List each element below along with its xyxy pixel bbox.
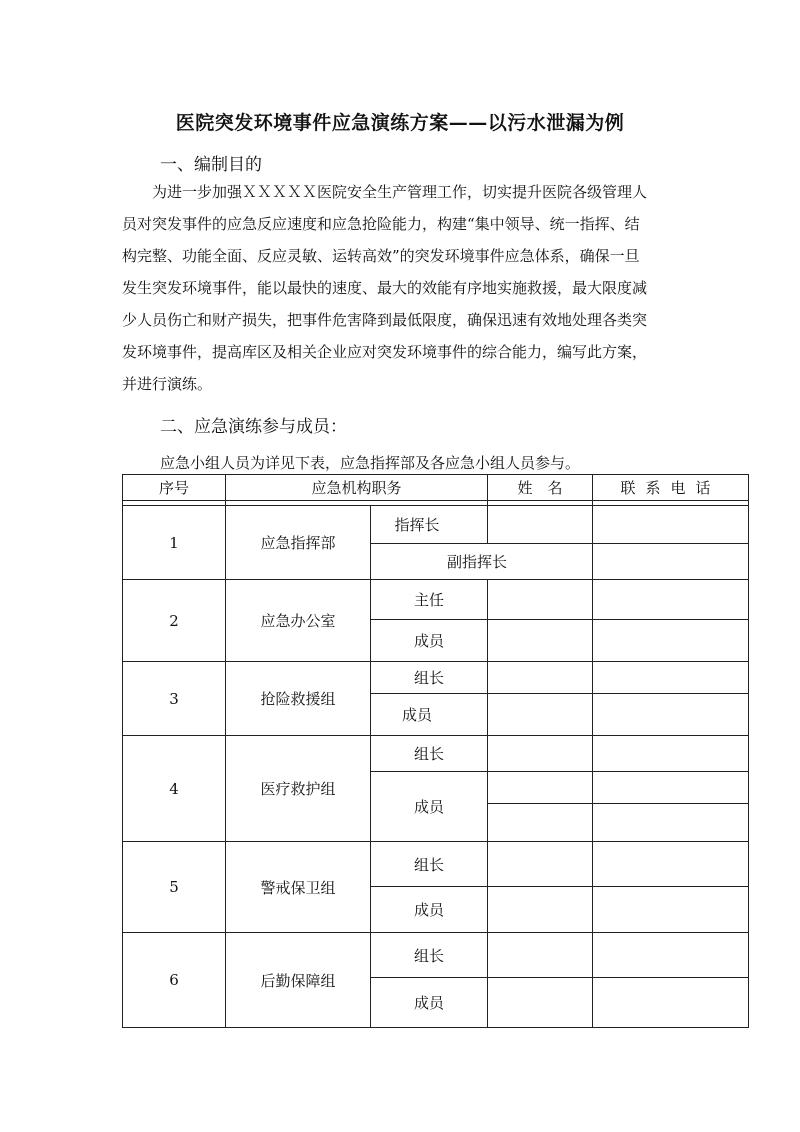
group-role: 成员 <box>371 887 488 933</box>
group-seq: 6 <box>123 933 226 1028</box>
group-role: 成员 <box>371 694 488 736</box>
section-heading-purpose: 一、编制目的 <box>160 155 262 175</box>
name-cell <box>488 887 593 933</box>
name-cell <box>488 978 593 1028</box>
group-role: 组长 <box>371 736 488 772</box>
paragraph-line: 发环境事件，提高库区及相关企业应对突发环境事件的综合能力，编写此方案， <box>122 343 648 361</box>
header-seq: 序号 <box>123 475 226 501</box>
table-intro-text: 应急小组人员为详见下表，应急指挥部及各应急小组人员参与。 <box>160 454 581 472</box>
phone-cell <box>593 506 749 544</box>
group-seq: 2 <box>123 580 226 662</box>
paragraph-line: 为进一步加强ＸＸＸＸＸ医院安全生产管理工作，切实提升医院各级管理人 <box>152 183 648 201</box>
group-role: 成员 <box>371 620 488 662</box>
group-seq: 1 <box>123 506 226 580</box>
table-row <box>123 580 749 620</box>
group-role: 组长 <box>371 933 488 978</box>
group-org: 应急指挥部 <box>226 506 371 580</box>
phone-cell <box>593 662 749 694</box>
phone-cell <box>593 933 749 978</box>
name-cell <box>488 694 593 736</box>
paragraph-line: 少人员伤亡和财产损失，把事件危害降到最低限度，确保迅速有效地处理各类突 <box>122 311 648 329</box>
group-seq: 4 <box>123 736 226 842</box>
phone-cell <box>593 887 749 933</box>
table-row <box>123 736 749 772</box>
phone-cell <box>593 842 749 887</box>
group-role: 成员 <box>371 978 488 1028</box>
document-title: 医院突发环境事件应急演练方案——以污水泄漏为例 <box>175 112 625 134</box>
table-row <box>123 842 749 887</box>
group-role: 组长 <box>371 842 488 887</box>
name-cell <box>488 506 593 544</box>
group-seq: 3 <box>123 662 226 736</box>
table-row <box>123 662 749 694</box>
group-role: 副指挥长 <box>371 544 593 580</box>
name-cell <box>488 620 593 662</box>
group-role: 组长 <box>371 662 488 694</box>
group-org: 警戒保卫组 <box>226 842 371 933</box>
phone-cell <box>593 620 749 662</box>
group-role: 成员 <box>371 772 488 842</box>
phone-cell <box>593 580 749 620</box>
emergency-roster-table <box>122 474 749 1028</box>
group-seq: 5 <box>123 842 226 933</box>
group-org: 医疗救护组 <box>226 736 371 842</box>
phone-cell <box>593 804 749 842</box>
table-row <box>123 933 749 978</box>
header-name: 姓 名 <box>488 475 593 501</box>
header-phone: 联系电话 <box>593 475 749 501</box>
name-cell <box>488 842 593 887</box>
section-heading-members: 二、应急演练参与成员： <box>160 417 347 437</box>
paragraph-line: 发生突发环境事件，能以最快的速度、最大的效能有序地实施救援，最大限度减 <box>122 279 648 297</box>
phone-cell <box>593 772 749 804</box>
phone-cell <box>593 978 749 1028</box>
name-cell <box>488 804 593 842</box>
name-cell <box>488 736 593 772</box>
name-cell <box>488 933 593 978</box>
group-role: 主任 <box>371 580 488 620</box>
purpose-paragraph <box>122 176 692 400</box>
group-role: 指挥长 <box>371 506 488 544</box>
name-cell <box>488 662 593 694</box>
paragraph-line: 员对突发事件的应急反应速度和应急抢险能力，构建“集中领导、统一指挥、结 <box>122 215 640 233</box>
name-cell <box>488 580 593 620</box>
group-org: 后勤保障组 <box>226 933 371 1028</box>
phone-cell <box>593 544 749 580</box>
phone-cell <box>593 736 749 772</box>
table-header-row <box>123 475 749 501</box>
table-row <box>123 506 749 544</box>
paragraph-line: 并进行演练。 <box>122 375 213 393</box>
paragraph-line: 构完整、功能全面、反应灵敏、运转高效”的突发环境事件应急体系，确保一旦 <box>122 247 640 265</box>
phone-cell <box>593 694 749 736</box>
name-cell <box>488 772 593 804</box>
header-duty: 应急机构职务 <box>226 475 488 501</box>
group-org: 抢险救援组 <box>226 662 371 736</box>
group-org: 应急办公室 <box>226 580 371 662</box>
